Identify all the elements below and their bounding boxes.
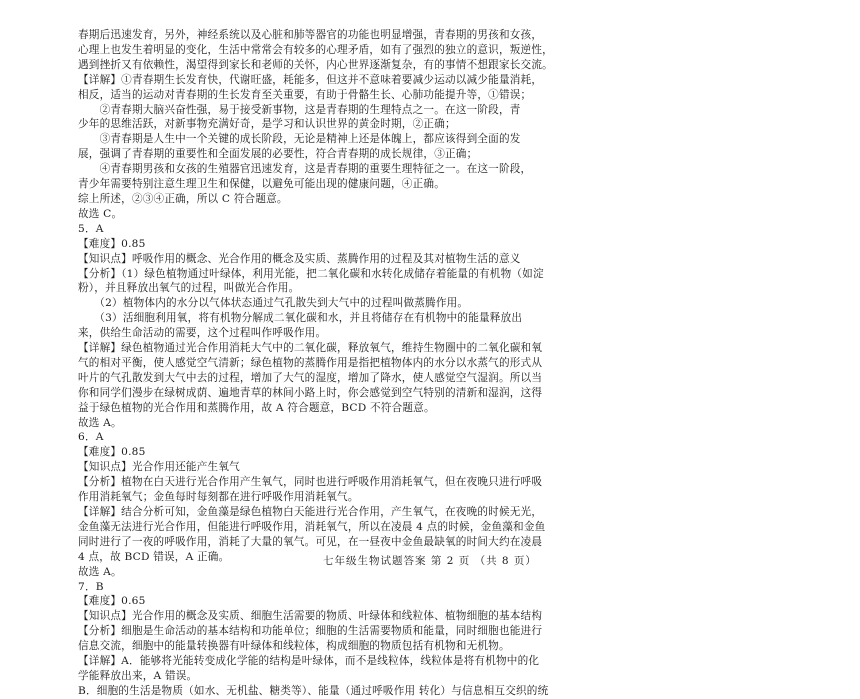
text-line: 学能释放出来，A 错误。 <box>78 669 198 682</box>
text-line: 【详解】A．能够将光能转变成化学能的结构是叶绿体，而不是线粒体，线粒体是将有机物中的化 <box>78 655 540 668</box>
text-line: 青少年需要特别注意生理卫生和保健，以避免可能出现的健康问题，④正确。 <box>78 178 445 191</box>
text-line: 【分析】植物在白天进行光合作用产生氧气，同时也进行呼吸作用消耗氧气，但在夜晚只进行呼吸 <box>78 476 543 489</box>
text-line: 综上所述，②③④正确，所以 C 符合题意。 <box>78 192 288 205</box>
text-line: ④青春期男孩和女孩的生殖器官迅速发育，这是青春期的重要生理特征之一。在这一阶段， <box>78 163 532 176</box>
text-line: 7．B <box>78 580 104 593</box>
text-line: 【知识点】光合作用还能产生氧气 <box>78 461 240 474</box>
text-line: 信息交流，细胞中的能量转换器有叶绿体和线粒体，构成细胞的物质包括有机物和无机物。 <box>78 640 510 653</box>
text-line: 【难度】0.65 <box>78 595 146 608</box>
text-line: 故选 A。 <box>78 416 122 429</box>
text-line: 相反，适当的运动对青春期的生长发育至关重要，有助于骨骼生长、心肺功能提升等，①错误； <box>78 88 532 101</box>
text-line: 你和同学们漫步在绿树成荫、遍地青草的林间小路上时，你会感觉到空气特别的清新和湿润，这得 <box>78 386 543 399</box>
text-line: 春期后迅速发育，另外，神经系统以及心脏和肺等器官的功能也明显增强，青春期的男孩和女孩， <box>78 29 543 41</box>
text-line: （3）活细胞利用氧，将有机物分解成二氧化碳和水，并且将储存在有机物中的能量释放出 <box>78 312 523 325</box>
text-line: 少年的思维活跃，对新事物充满好奇，是学习和认识世界的黄金时期，②正确； <box>78 118 456 131</box>
text-line: 金鱼藻无法进行光合作用，但能进行呼吸作用，消耗氧气，所以在凌晨 4 点的时候，金鱼藻和金鱼 <box>78 520 546 533</box>
text-line: 【详解】结合分析可知，金鱼藻是绿色植物白天能进行光合作用，产生氧气，在夜晚的时候无光， <box>78 506 543 518</box>
text-line: 【分析】细胞是生命活动的基本结构和功能单位；细胞的生活需要物质和能量，同时细胞也能进行 <box>78 625 543 638</box>
text-line: ②青春期大脑兴奋性强，易于接受新事物，这是青春期的生理特点之一。在这一阶段，青 <box>78 103 521 116</box>
text-line: 同时进行了一夜的呼吸作用，消耗了大量的氧气。可见，在一昼夜中金鱼最缺氧的时间大约在凌晨 <box>78 535 543 548</box>
text-line: 【知识点】呼吸作用的概念、光合作用的概念及实质、蒸腾作用的过程及其对植物生活的意义 <box>78 252 521 265</box>
text-line: 心理上也发生着明显的变化，生活中常常会有较多的心理矛盾，如有了强烈的独立的意识，叛逆性， <box>78 43 553 56</box>
text-line: 【详解】①青春期生长发育快，代谢旺盛，耗能多，但这并不意味着要减少运动以减少能量消耗， <box>78 73 543 86</box>
text-line: 来，供给生命活动的需要，这个过程叫作呼吸作用。 <box>78 327 327 340</box>
text-line: 【难度】0.85 <box>78 446 146 459</box>
text-line: ③青春期是人生中一个关键的成长阶段，无论是精神上还是体魄上，都应该得到全面的发 <box>78 133 521 146</box>
text-line: 展，强调了青春期的重要性和全面发展的必要性，符合青春期的成长规律，③正确； <box>78 148 478 161</box>
text-line: （2）植物体内的水分以气体状态通过气孔散失到大气中的过程叫做蒸腾作用。 <box>78 297 469 310</box>
text-line: 遇到挫折又有依赖性，渴望得到家长和老师的关怀，内心世界逐渐复杂，有的事情不想跟家长交流。 <box>78 58 553 71</box>
text-line: 【分析】（1）绿色植物通过叶绿体，利用光能，把二氧化碳和水转化成储存着能量的有机物（如淀 <box>78 267 544 280</box>
text-line: 6．A <box>78 431 104 444</box>
text-line: 故选 A。 <box>78 565 122 578</box>
text-line: 【详解】绿色植物通过光合作用消耗大气中的二氧化碳，释放氧气，维持生物圈中的二氧化碳和氧 <box>78 342 543 355</box>
text-line: 【难度】0.85 <box>78 237 146 250</box>
text-line: 5．A <box>78 222 104 235</box>
text-line: 叶片的气孔散发到大气中去的过程，增加了大气的湿度，增加了降水，使人感觉空气湿润。所以当 <box>78 371 543 384</box>
text-line: 气的相对平衡，使人感觉空气清新；绿色植物的蒸腾作用是指把植物体内的水分以水蒸气的形式从 <box>78 356 543 369</box>
text-line: 益于绿色植物的光合作用和蒸腾作用，故 A 符合题意，BCD 不符合题意。 <box>78 401 435 414</box>
text-line: 4 点，故 BCD 错误，A 正确。 <box>78 550 230 563</box>
text-line: 故选 C。 <box>78 207 123 220</box>
text-line: B．细胞的生活是物质（如水、无机盐、糖类等）、能量（通过呼吸作用 转化）与信息相互交织的统 <box>78 684 549 697</box>
text-line: 【知识点】光合作用的概念及实质、细胞生活需要的物质、叶绿体和线粒体、植物细胞的基本结构 <box>78 610 543 623</box>
text-line: 作用消耗氧气；金鱼每时每刻都在进行呼吸作用消耗氧气。 <box>78 491 359 504</box>
page-footer: 七年级生物试题答案 第 2 页 （共 8 页） <box>323 555 537 567</box>
answer-text-body <box>78 28 778 699</box>
text-line: 粉），并且释放出氧气的过程，叫做光合作用。 <box>78 282 300 295</box>
